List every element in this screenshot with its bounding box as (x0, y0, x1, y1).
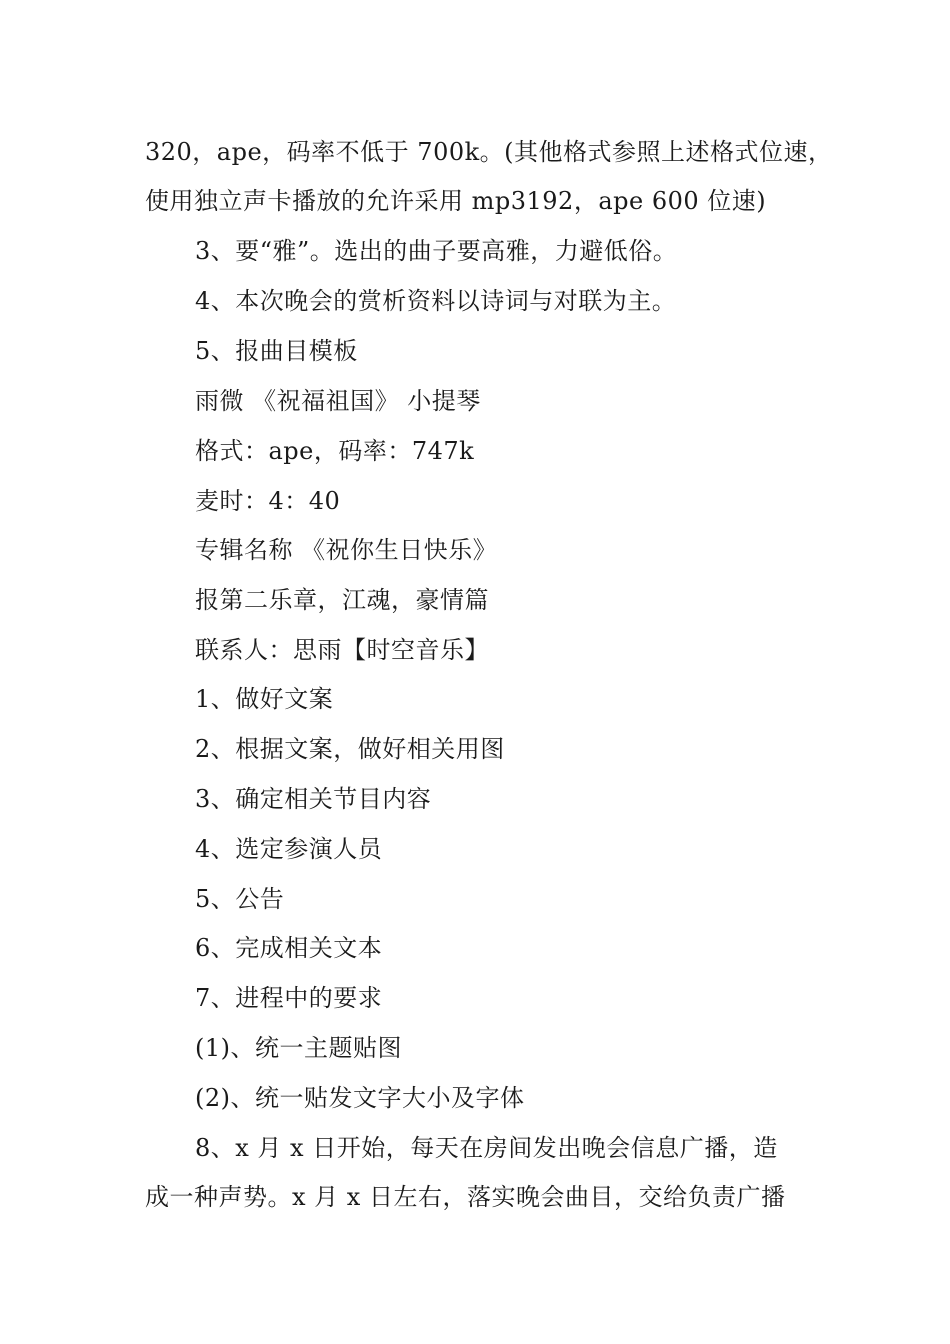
text-line: 6、完成相关文本 (195, 934, 383, 962)
text-line: 成一种声势。x 月 x 日左右，落实晚会曲目，交给负责广播 (145, 1183, 786, 1211)
text-line: 报第二乐章，江魂，豪情篇 (195, 586, 489, 614)
text-line: 使用独立声卡播放的允许采用 mp3192，ape 600 位速) (145, 187, 767, 215)
text-line: 4、本次晚会的赏析资料以诗词与对联为主。 (195, 287, 677, 315)
text-line: 专辑名称 《祝你生日快乐》 (195, 536, 498, 564)
text-line: 5、公告 (195, 885, 285, 913)
text-line: 麦时：4：40 (195, 487, 341, 515)
text-line: 4、选定参演人员 (195, 835, 383, 863)
text-line: (1)、统一主题贴图 (195, 1034, 402, 1062)
text-line: 2、根据文案，做好相关用图 (195, 735, 505, 763)
text-line: 联系人：思雨【时空音乐】 (195, 636, 489, 664)
text-line: 5、报曲目模板 (195, 337, 358, 365)
text-line: 3、要“雅”。选出的曲子要高雅，力避低俗。 (195, 237, 678, 265)
text-line: 320，ape，码率不低于 700k。(其他格式参照上述格式位速， (145, 138, 833, 166)
text-line: 雨微 《祝福祖国》 小提琴 (195, 387, 481, 415)
text-line: 3、确定相关节目内容 (195, 785, 432, 813)
text-line: 8、x 月 x 日开始，每天在房间发出晚会信息广播，造 (195, 1134, 778, 1162)
text-line: 7、进程中的要求 (195, 984, 383, 1012)
text-line: 格式：ape，码率：747k (195, 437, 475, 465)
text-line: 1、做好文案 (195, 685, 334, 713)
text-line: (2)、统一贴发文字大小及字体 (195, 1084, 525, 1112)
